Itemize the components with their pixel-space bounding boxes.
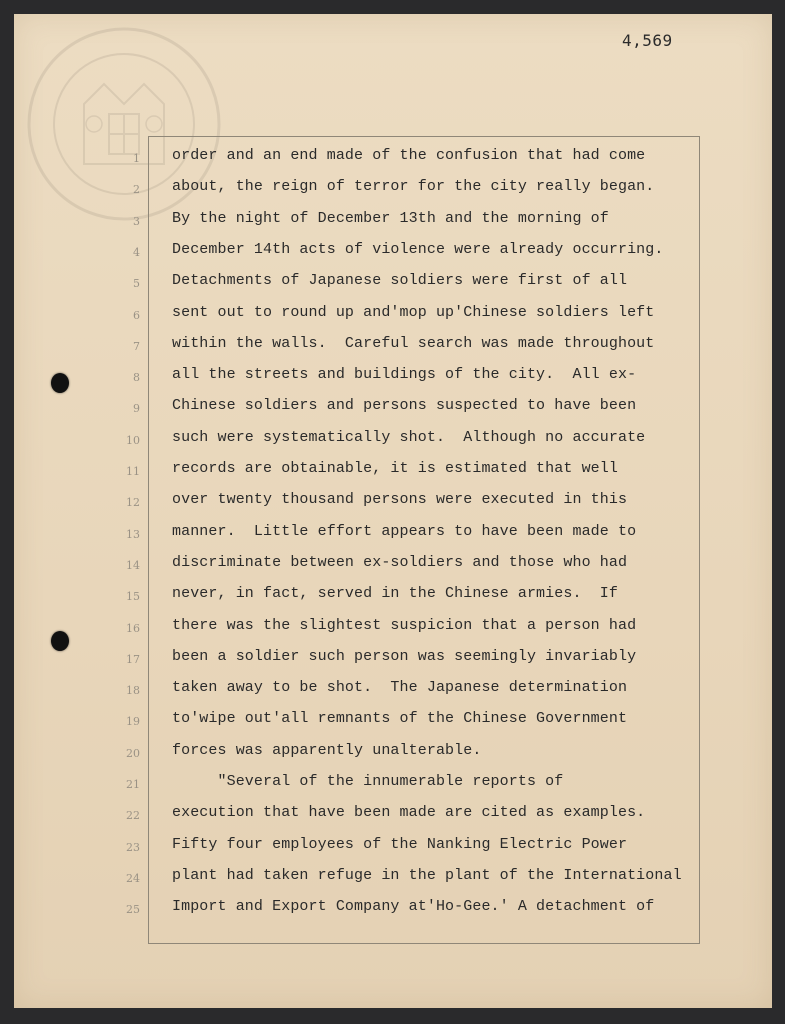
line-number: 6 (133, 308, 140, 322)
document-line (0, 268, 785, 298)
document-line (0, 800, 785, 830)
line-text: Detachments of Japanese soldiers were first of all (172, 272, 628, 290)
document-line (0, 675, 785, 705)
line-number: 11 (126, 465, 140, 478)
document-line (0, 362, 785, 392)
document-line (0, 143, 785, 173)
line-number: 3 (133, 214, 140, 228)
document-line (0, 206, 785, 236)
line-number: 12 (126, 496, 140, 510)
document-line (0, 550, 785, 580)
document-line (0, 644, 785, 674)
line-number: 1 (133, 152, 140, 165)
line-number: 19 (126, 715, 140, 729)
document-line (0, 581, 785, 611)
line-number: 5 (133, 277, 140, 291)
line-text: forces was apparently unalterable. (172, 741, 482, 759)
line-text: to'wipe out'all remnants of the Chinese Government (172, 710, 628, 728)
document-line (0, 487, 785, 517)
document-line (0, 174, 785, 204)
line-text: execution that have been made are cited as examples. (172, 804, 646, 822)
line-text: about, the reign of terror for the city really began. (172, 178, 655, 196)
line-text: By the night of December 13th and the morning of (172, 209, 609, 227)
document-line (0, 393, 785, 423)
line-text: sent out to round up and'mop up'Chinese soldiers left (172, 303, 655, 321)
line-number: 16 (126, 621, 140, 635)
line-text: never, in fact, served in the Chinese armies. If (172, 585, 618, 603)
document-line (0, 706, 785, 736)
line-text: December 14th acts of violence were already occurring. (172, 240, 664, 258)
line-number: 23 (126, 840, 140, 854)
line-number: 2 (133, 183, 140, 197)
document-line (0, 331, 785, 361)
line-text: been a soldier such person was seemingly invariably (172, 647, 637, 665)
line-number: 4 (133, 245, 140, 259)
line-text: taken away to be shot. The Japanese determination (172, 679, 628, 697)
line-text: there was the slightest suspicion that a person had (172, 616, 637, 634)
document-line (0, 738, 785, 768)
line-number: 10 (126, 433, 140, 447)
document-line (0, 237, 785, 267)
line-text: manner. Little effort appears to have been made to (172, 522, 637, 540)
line-number: 25 (126, 903, 140, 917)
document-line (0, 456, 785, 486)
document-line (0, 769, 785, 799)
document-line (0, 613, 785, 643)
line-text: order and an end made of the confusion that had come (172, 147, 646, 164)
line-text: "Several of the innumerable reports of (172, 773, 564, 790)
document-line (0, 894, 785, 924)
document-line (0, 300, 785, 330)
line-number: 21 (126, 778, 140, 791)
line-number: 15 (126, 590, 140, 604)
line-text: plant had taken refuge in the plant of the International (172, 866, 682, 884)
line-number: 13 (126, 527, 140, 541)
line-number: 14 (126, 558, 140, 572)
line-text: such were systematically shot. Although no accurate (172, 428, 646, 446)
line-number: 22 (126, 809, 140, 823)
line-number: 17 (126, 652, 140, 666)
line-number: 9 (133, 402, 140, 416)
line-text: all the streets and buildings of the city. All ex- (172, 366, 637, 384)
line-number: 7 (133, 339, 140, 353)
line-text: over twenty thousand persons were executed in this (172, 491, 628, 509)
page-number: 4,569 (622, 31, 673, 50)
line-text: Chinese soldiers and persons suspected to have been (172, 397, 637, 415)
line-number: 18 (126, 684, 140, 698)
line-text: within the walls. Careful search was made throughout (172, 334, 655, 352)
line-number: 20 (126, 746, 140, 760)
line-text: records are obtainable, it is estimated that well (172, 460, 618, 477)
line-number: 24 (126, 871, 140, 885)
document-line (0, 425, 785, 455)
document-line (0, 863, 785, 893)
document-line (0, 832, 785, 862)
line-text: Import and Export Company at'Ho-Gee.' A detachment of (172, 898, 655, 916)
line-text: discriminate between ex-soldiers and those who had (172, 553, 628, 571)
document-line (0, 519, 785, 549)
line-text: Fifty four employees of the Nanking Electric Power (172, 835, 628, 853)
line-number: 8 (133, 371, 140, 385)
